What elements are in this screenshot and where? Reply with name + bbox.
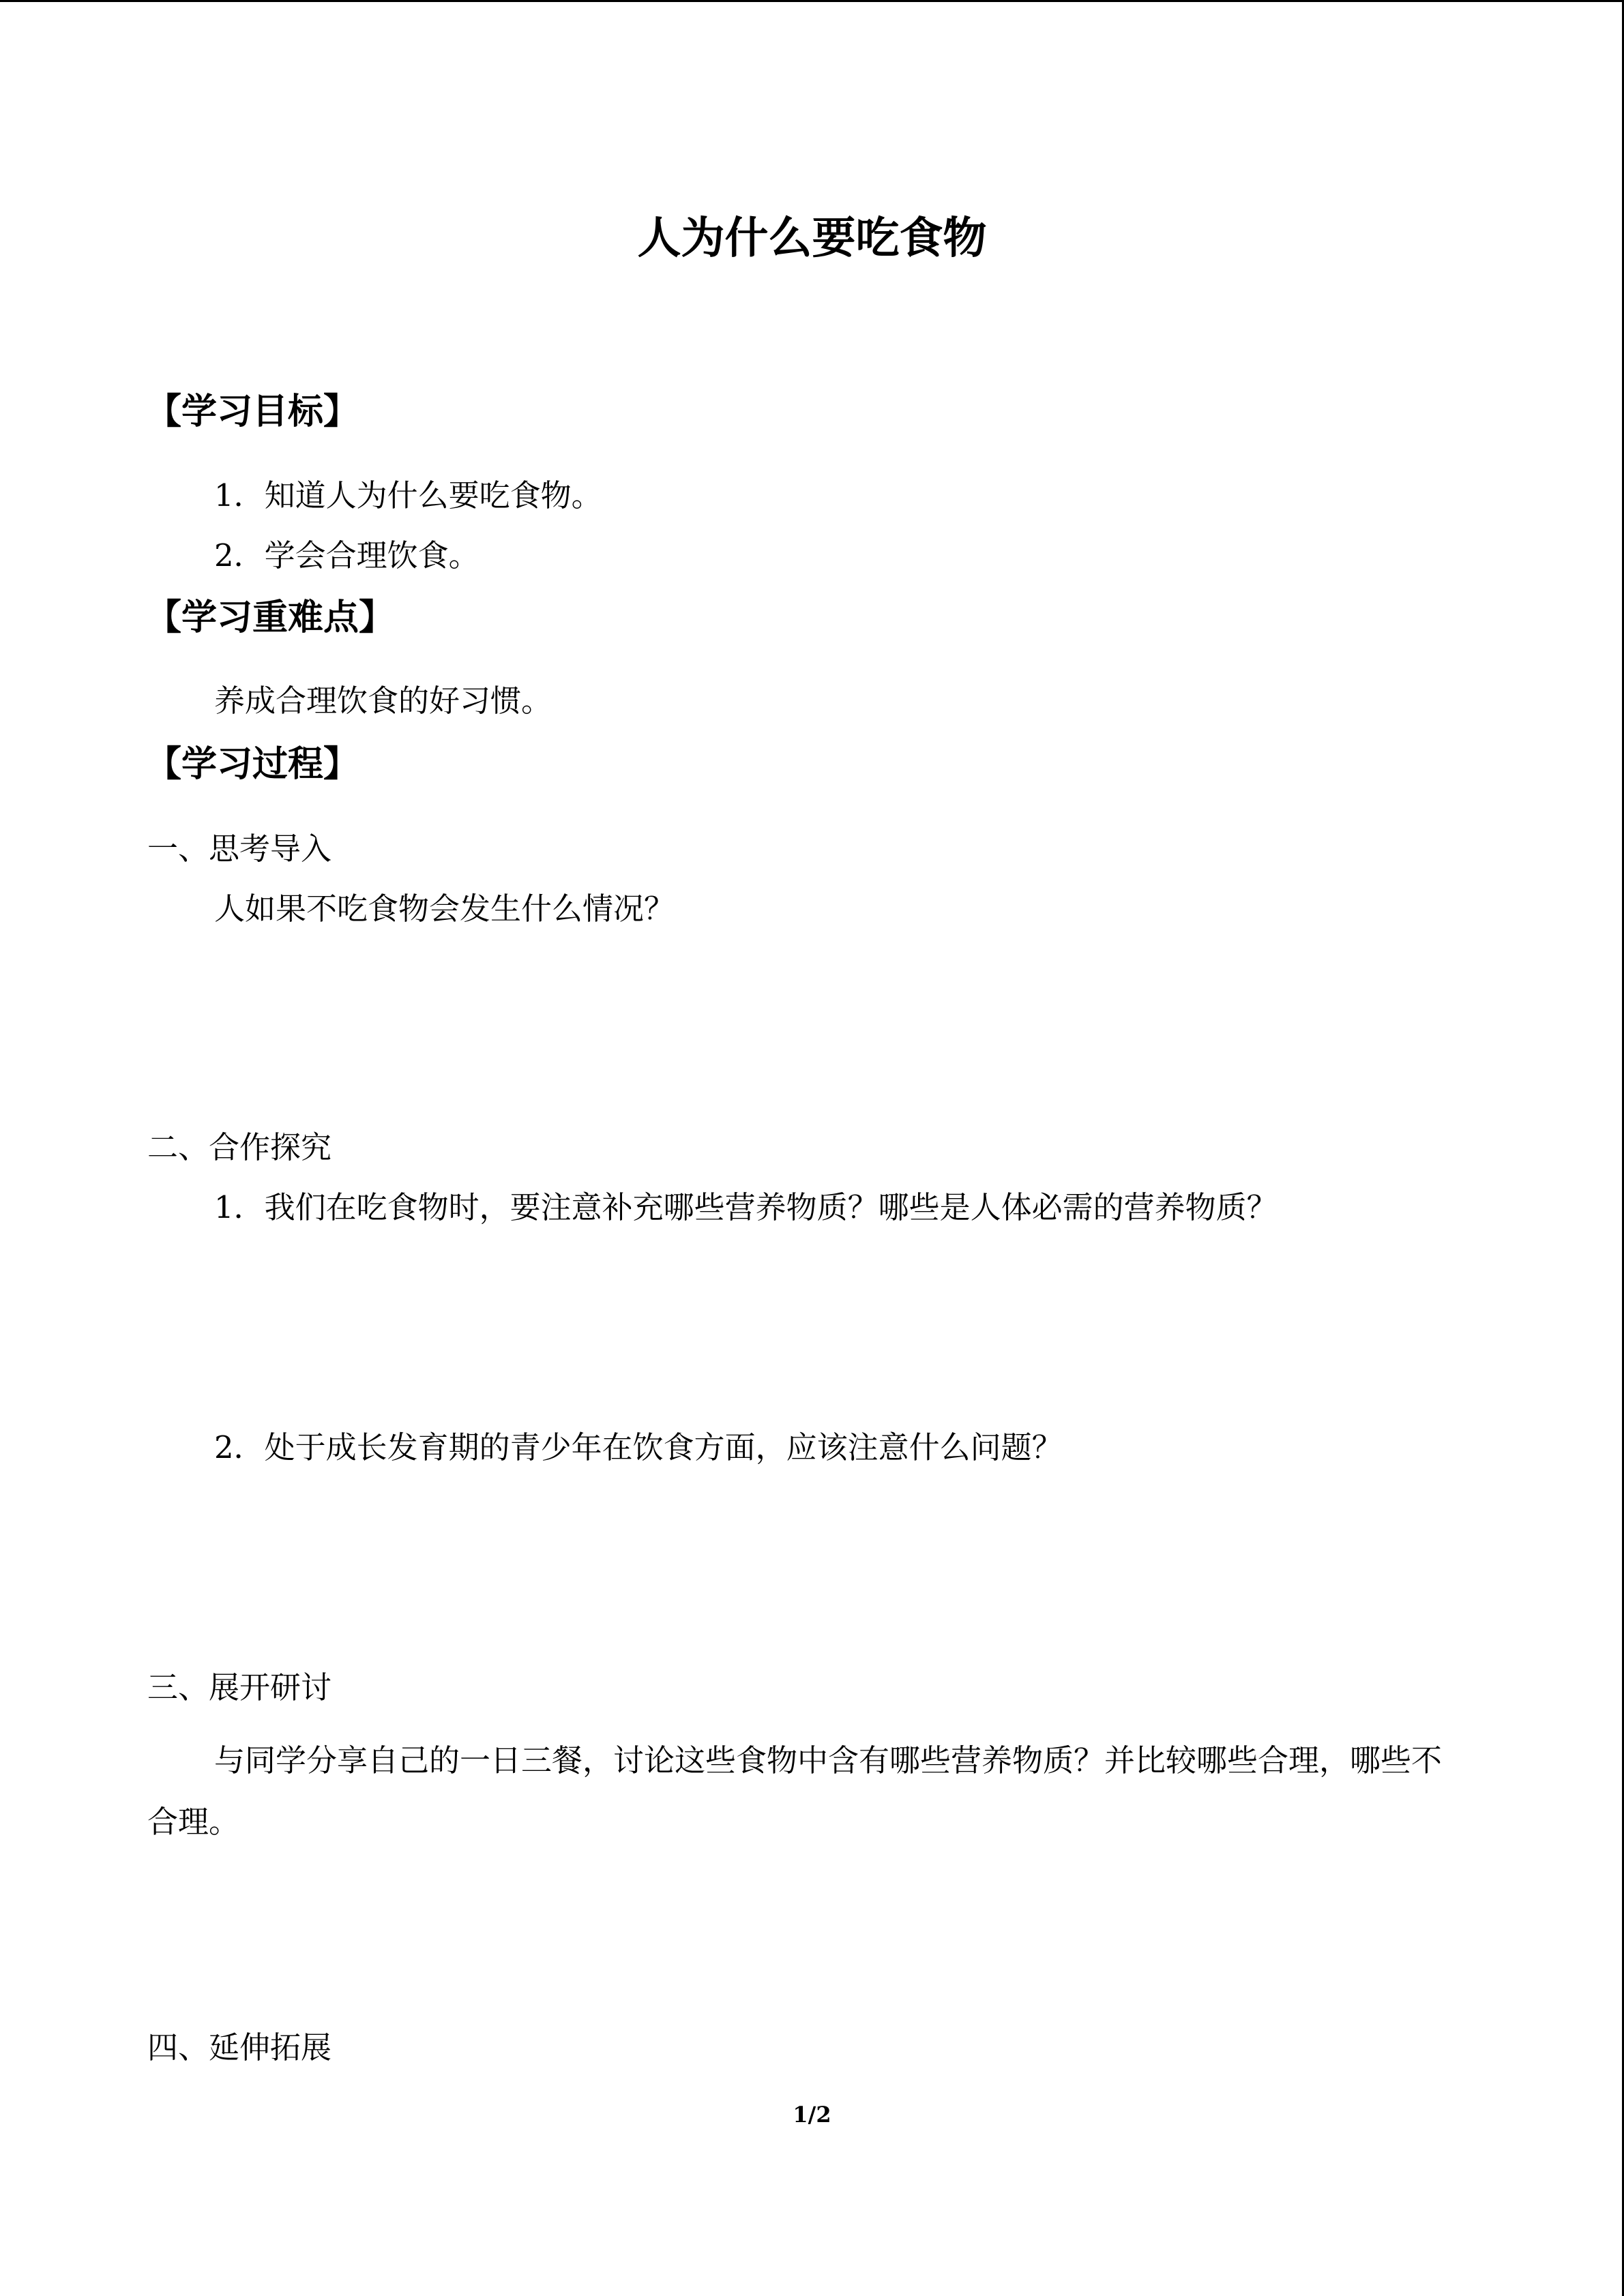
document-title: 人为什么要吃食物 [637, 213, 987, 264]
page-number: 1/2 [793, 2102, 831, 2128]
section-1-question: 人如果不吃食物会发生什么情况？ [214, 891, 675, 927]
section-3-heading: 三、展开研讨 [147, 1669, 332, 1705]
section-4-heading: 四、延伸拓展 [147, 2029, 332, 2066]
goals-heading: 【学习目标】 [146, 391, 359, 432]
section-3-paragraph: 与同学分享自己的一日三餐，讨论这些食物中含有哪些营养物质？并比较哪些合理，哪些不合理。 [147, 1742, 1443, 1840]
page-border-top [0, 0, 1624, 2]
section-2-question-1: 1．我们在吃食物时，要注意补充哪些营养物质？哪些是人体必需的营养物质？ [214, 1189, 1278, 1225]
section-2-question-2: 2．处于成长发育期的青少年在饮食方面，应该注意什么问题？ [214, 1429, 1063, 1465]
goal-item-1: 1．知道人为什么要吃食物。 [214, 477, 602, 513]
key-points-heading: 【学习重难点】 [146, 597, 395, 638]
section-1-heading: 一、思考导入 [147, 831, 332, 867]
goal-item-2: 2．学会合理饮食。 [214, 537, 479, 573]
key-points-text: 养成合理饮食的好习惯。 [214, 683, 552, 719]
process-heading: 【学习过程】 [146, 744, 359, 785]
section-2-heading: 二、合作探究 [147, 1129, 332, 1165]
